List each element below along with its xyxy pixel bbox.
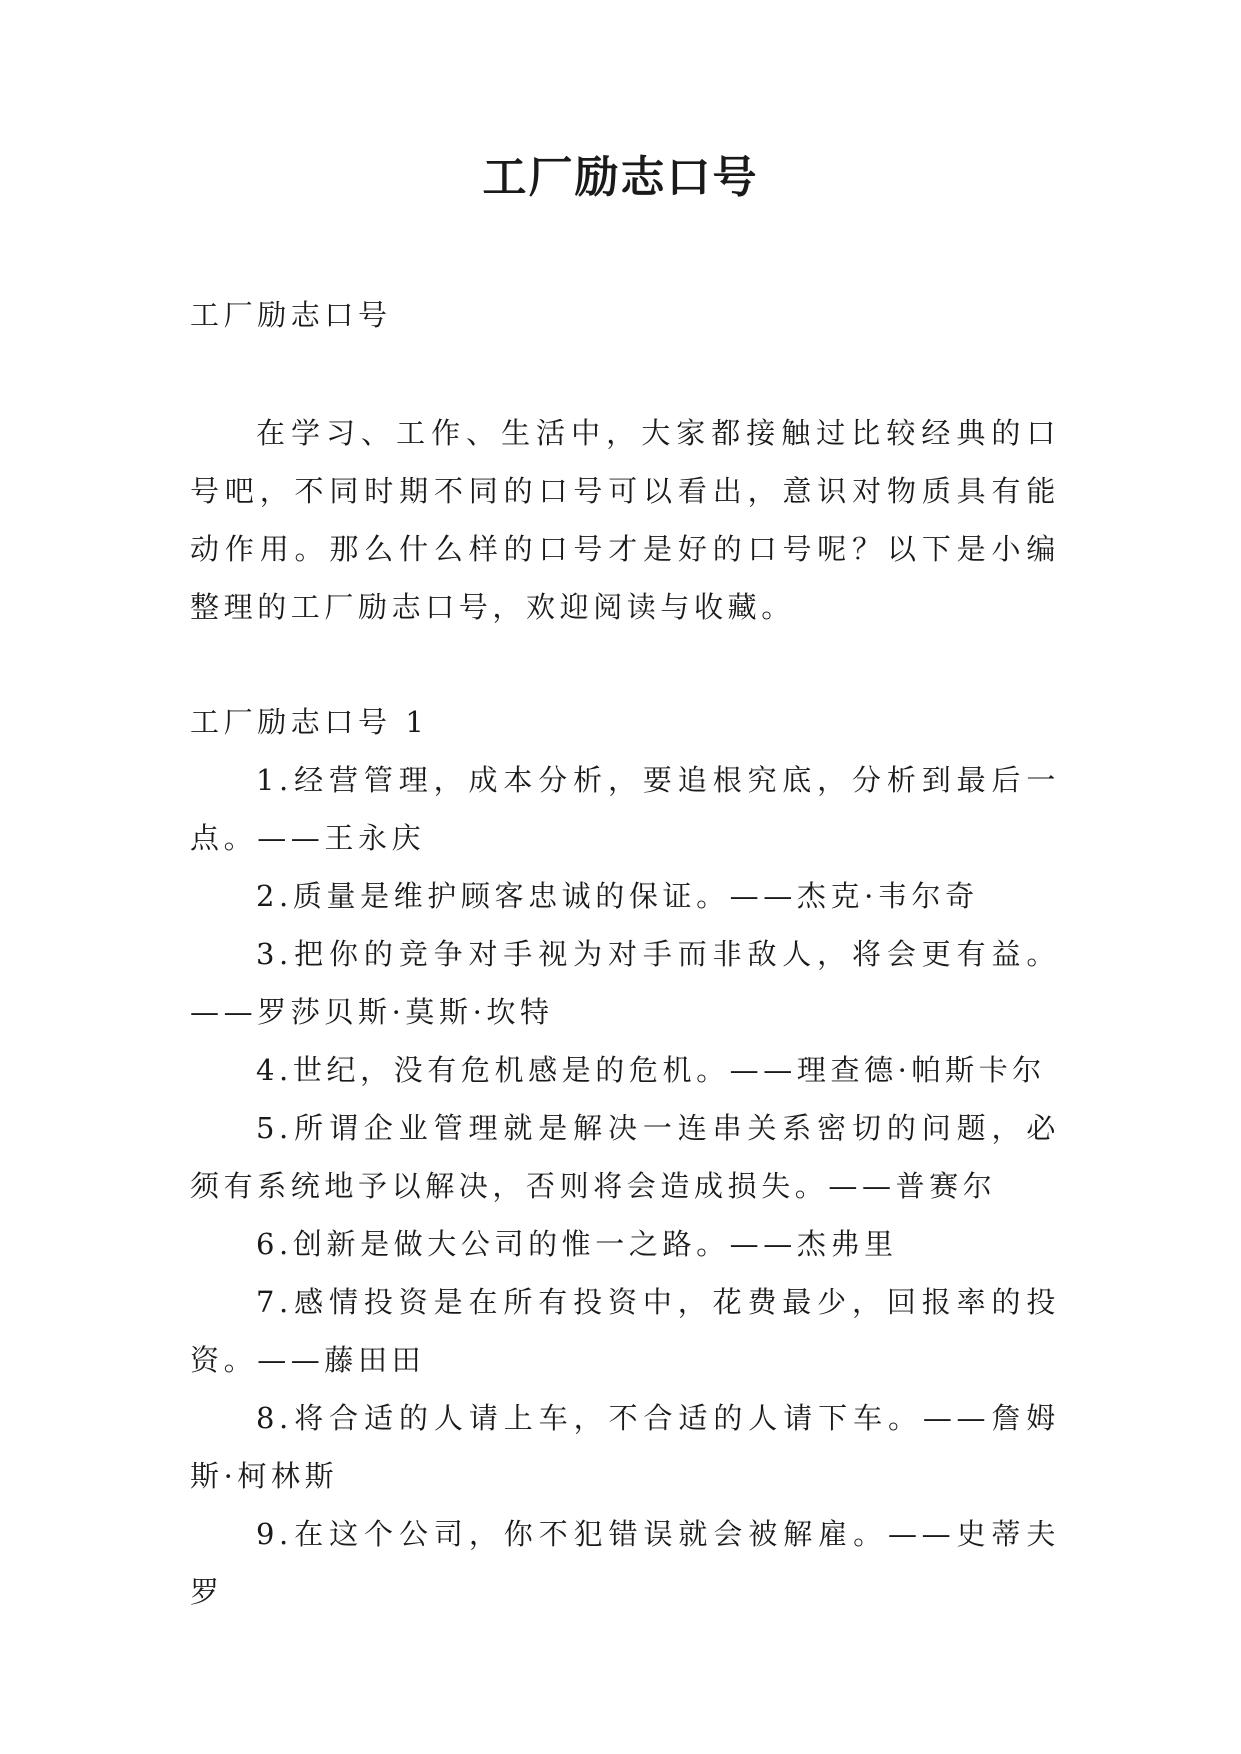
quote-list [190, 751, 1060, 1621]
intro-paragraph: 在学习、工作、生活中，大家都接触过比较经典的口号吧，不同时期不同的口号可以看出，意识对物质具有能动作用。那么什么样的口号才是好的口号呢？以下是小编整理的工厂励志口号，欢迎阅读与收藏。 [190, 416, 1060, 624]
quote-item: 2.质量是维护顾客忠诚的保证。——杰克·韦尔奇 [256, 879, 979, 913]
document-title: 工厂励志口号 [482, 152, 759, 203]
quote-item: 8.将合适的人请上车，不合适的人请下车。——詹姆斯·柯林斯 [190, 1401, 1060, 1493]
quote-item: 3.把你的竞争对手视为对手而非敌人，将会更有益。——罗莎贝斯·莫斯·坎特 [190, 937, 1060, 1029]
slogan-section [190, 693, 1060, 1621]
section-heading: 工厂励志口号 1 [190, 705, 429, 739]
quote-item: 9.在这个公司，你不犯错误就会被解雇。——史蒂夫罗 [190, 1517, 1060, 1609]
quote-item: 5.所谓企业管理就是解决一连串关系密切的问题，必须有系统地予以解决，否则将会造成损失。——普赛尔 [190, 1111, 1060, 1203]
quote-item: 4.世纪，没有危机感是的危机。——理查德·帕斯卡尔 [256, 1053, 1046, 1087]
quote-item: 7.感情投资是在所有投资中，花费最少，回报率的投资。——藤田田 [190, 1285, 1060, 1377]
quote-item: 1.经营管理，成本分析，要追根究底，分析到最后一点。——王永庆 [190, 763, 1060, 855]
quote-item: 6.创新是做大公司的惟一之路。——杰弗里 [256, 1227, 898, 1261]
document-subheading: 工厂励志口号 [190, 298, 392, 332]
